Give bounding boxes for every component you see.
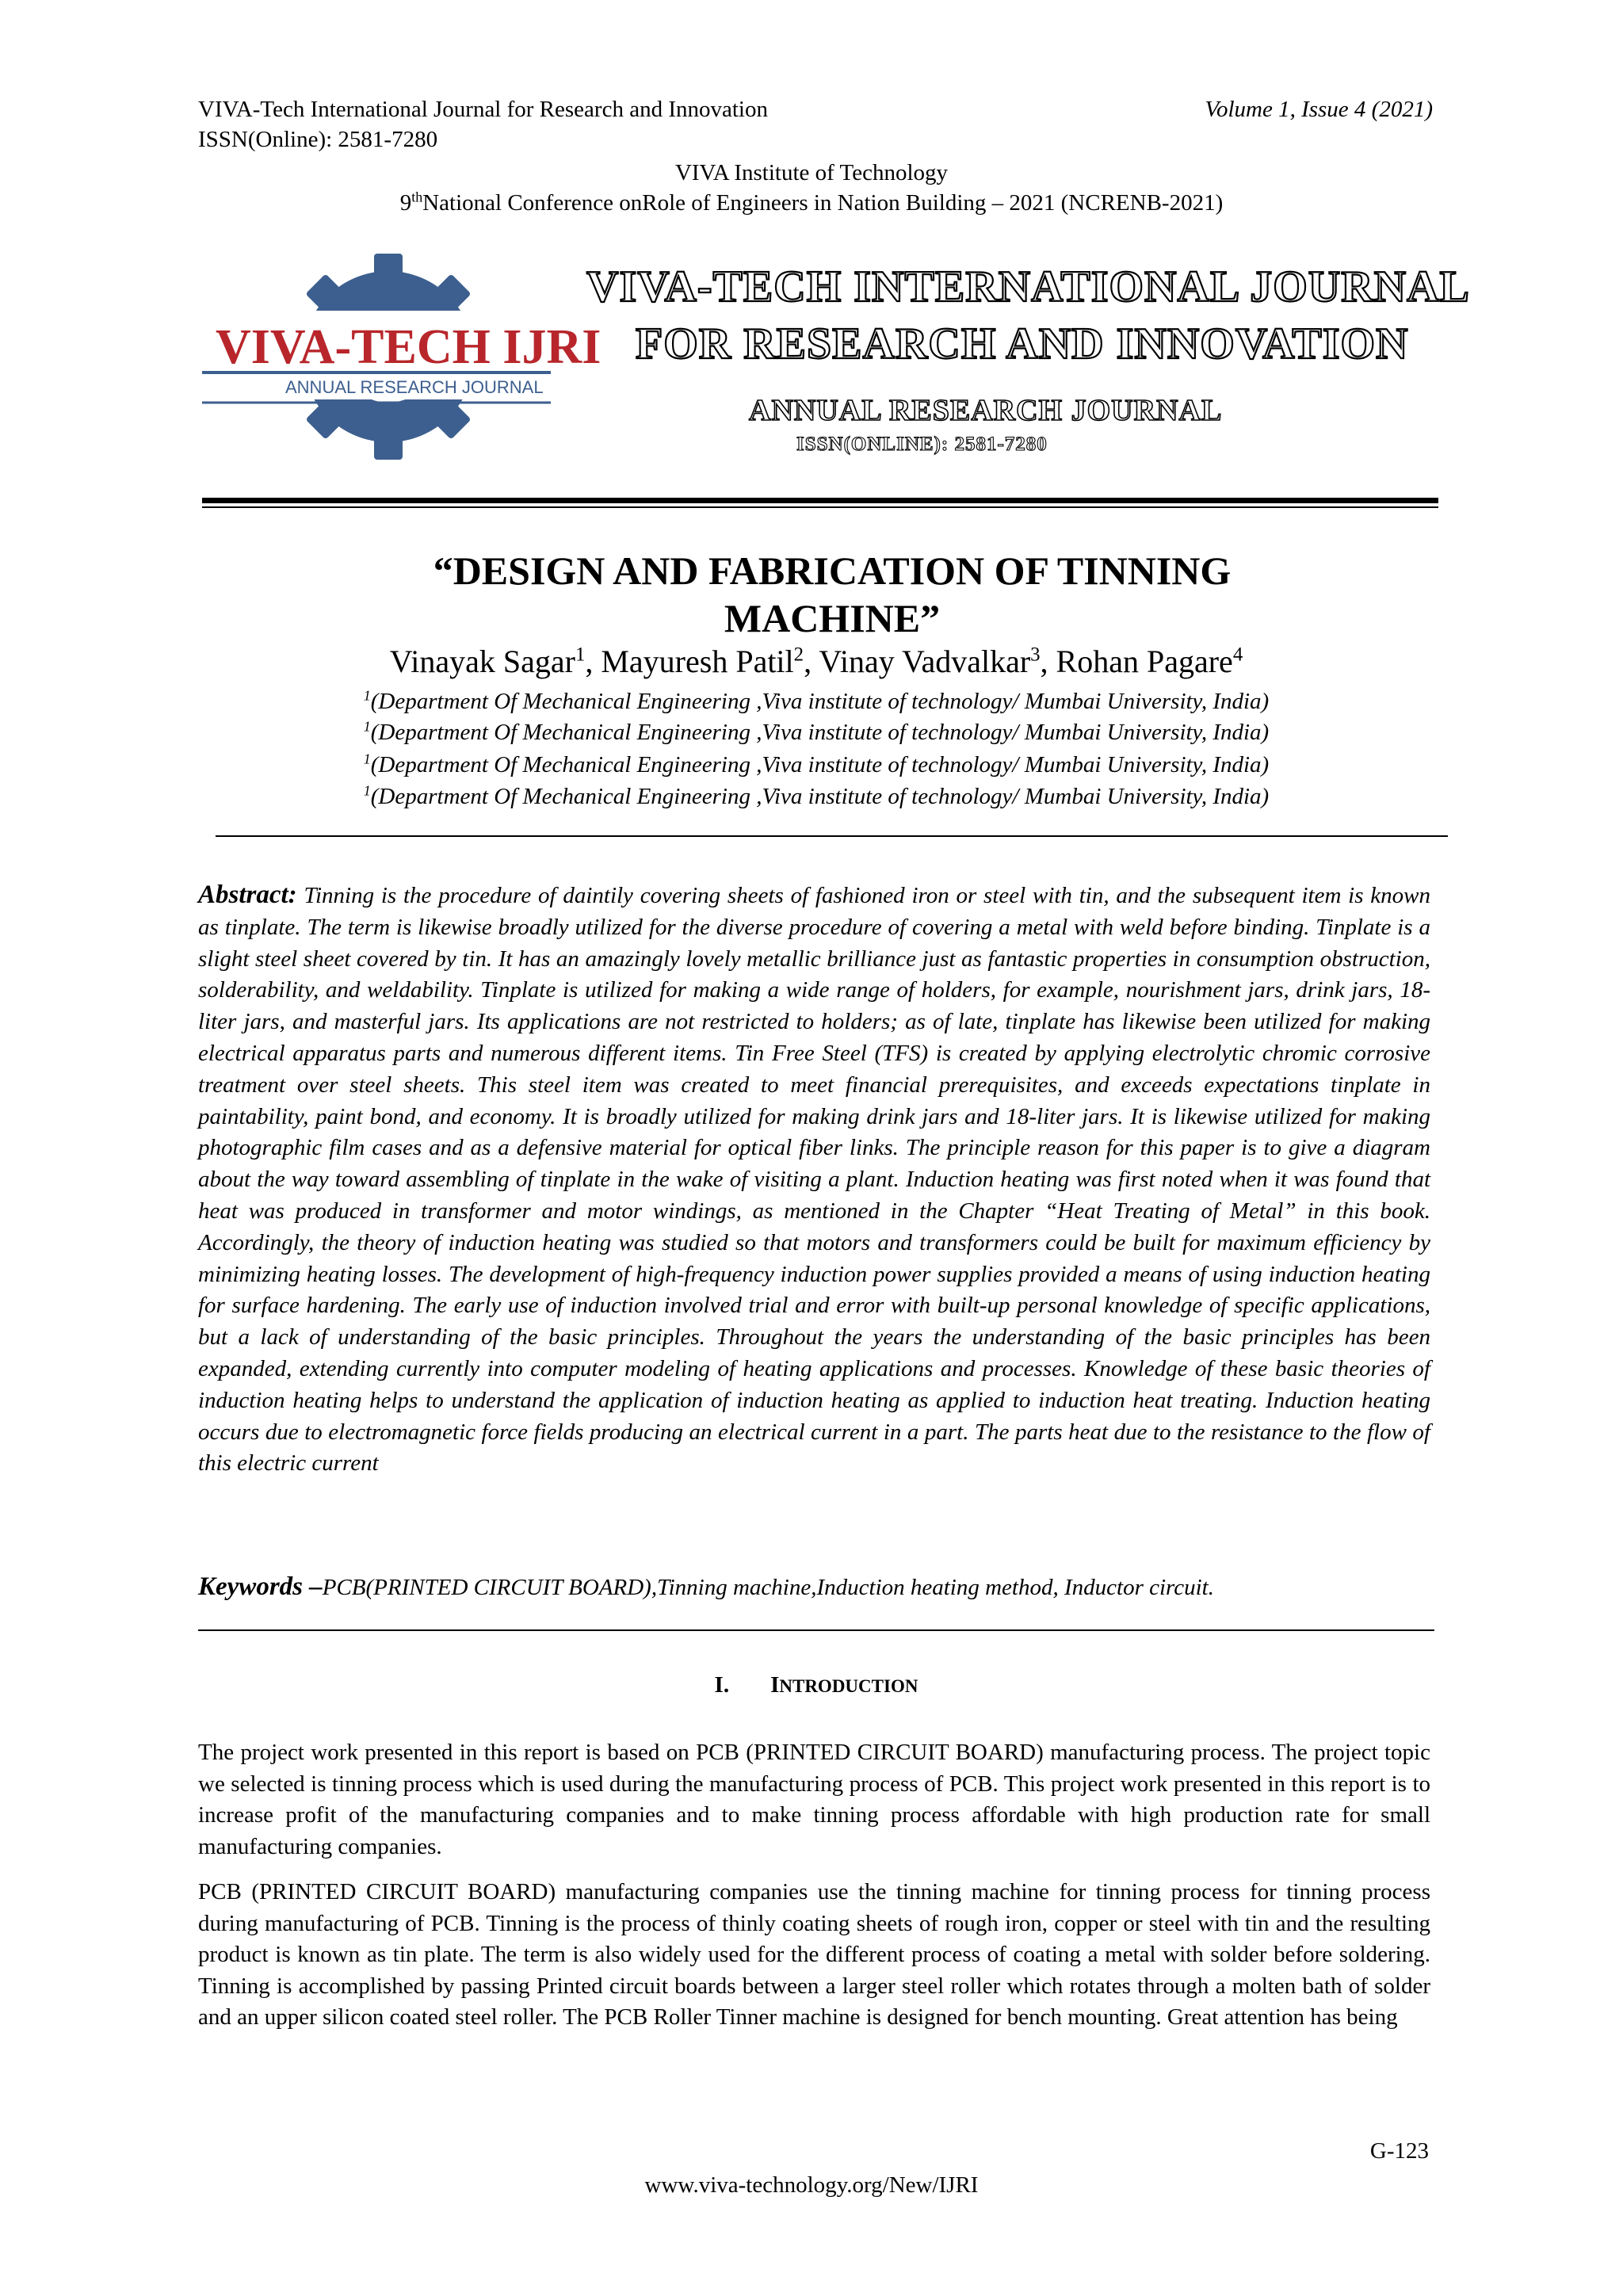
conference-ordinal: 9 xyxy=(399,190,412,216)
badge-text: VIVA-TECH IJRI xyxy=(216,320,601,374)
paper-title xyxy=(198,547,1466,642)
affiliation: $^1$(Department Of Mechanical Engineering ,Viva institute of technology/ Mumbai University, India) xyxy=(363,751,1270,777)
volume-issue: Volume 1, Issue 4 (2021) xyxy=(1205,97,1433,122)
abstract-label: Abstract: xyxy=(198,881,297,909)
affiliation: $^1$(Department Of Mechanical Engineering ,Viva institute of technology/ Mumbai University, India) xyxy=(363,718,1270,745)
author-name: Vinay Vadvalkar xyxy=(819,644,1031,679)
section-title-rest: NTRODUCTION xyxy=(779,1676,918,1696)
conference-line xyxy=(0,189,1623,217)
paper-title-line1: “DESIGN AND FABRICATION OF TINNING xyxy=(433,548,1232,593)
issn-line: ISSN(Online): 2581-7280 xyxy=(198,127,438,152)
banner-heading-line4: ISSN(ONLINE): 2581-7280 xyxy=(796,434,1048,455)
body-paragraph: PCB (PRINTED CIRCUIT BOARD) manufacturing companies use the tinning machine for tinning process for tinning process during manufacturing of PCB. Tinning is the process of thinly coating sheets of rough iron, copper or steel with tin and the resulting product is known as tin plate. The term is also widely used for the different process of coating a metal with solder before soldering. Tinning is accomplished by passing Printed circuit boards between a larger steel roller which rotates through a molten bath of solder and an upper silicon coated steel roller. The PCB Roller Tinner machine is designed for bench mounting. Great attention has being xyxy=(198,1879,1430,2030)
author-affil-mark: 2 xyxy=(793,644,804,666)
conference-name: National Conference onRole of Engineers in Nation Building – 2021 (NCRENB-2021) xyxy=(422,190,1224,216)
gear-logo-icon xyxy=(198,254,1470,460)
journal-banner-logo xyxy=(198,254,1470,460)
paper-title-line2: MACHINE” xyxy=(724,596,941,640)
journal-name: VIVA-Tech International Journal for Research and Innovation xyxy=(198,97,768,122)
author-affil-mark: 4 xyxy=(1232,644,1243,666)
footer-url: www.viva-technology.org/New/IJRI xyxy=(644,2172,979,2198)
keywords-label: Keywords – xyxy=(198,1572,323,1601)
banner-heading-line2: FOR RESEARCH AND INNOVATION xyxy=(636,319,1409,369)
keywords xyxy=(198,1571,1434,1603)
body-paragraph: The project work presented in this report is based on PCB (PRINTED CIRCUIT BOARD) manufacturing process. The project topic we selected is tinning process which is used during the manufacturing process of PCB. This project work presented in this report is to increase profit of the manufacturing companies and to make tinning process affordable with high production rate for small manufacturing companies. xyxy=(198,1740,1430,1859)
section-heading xyxy=(198,1672,1434,1698)
affiliation: $^1$(Department Of Mechanical Engineering ,Viva institute of technology/ Mumbai University, India) xyxy=(363,782,1270,809)
section-number: I. xyxy=(714,1672,730,1698)
header-rule-thick xyxy=(202,498,1438,503)
banner-heading-line3: ANNUAL RESEARCH JOURNAL xyxy=(749,394,1223,427)
affiliation-divider xyxy=(216,835,1448,837)
keywords-divider xyxy=(198,1629,1434,1631)
badge-subtext: ANNUAL RESEARCH JOURNAL xyxy=(285,377,544,397)
banner-heading-line1: VIVA-TECH INTERNATIONAL JOURNAL xyxy=(586,262,1470,311)
header-rule-thin xyxy=(202,506,1438,508)
affiliation: $^1$(Department Of Mechanical Engineering ,Viva institute of technology/ Mumbai University, India) xyxy=(363,687,1270,714)
page-number: G-123 xyxy=(1369,2138,1429,2164)
author-list: Vinayak Sagar$^1$, Mayuresh Patil$^2$, Vinay Vadvalkar$^3$, Rohan Pagare$^4$ xyxy=(389,644,1243,679)
institute-line: VIVA Institute of Technology xyxy=(674,160,949,185)
author-name: Vinayak Sagar xyxy=(389,644,575,679)
author-affil-mark: 1 xyxy=(575,644,586,666)
abstract xyxy=(198,880,1430,1480)
author-name: Mayuresh Patil xyxy=(601,644,794,679)
conference-ordinal-suffix: th xyxy=(411,189,423,205)
section-title-initial: I xyxy=(770,1672,780,1698)
author-name: Rohan Pagare xyxy=(1056,644,1233,679)
keywords-text: PCB(PRINTED CIRCUIT BOARD),Tinning machine,Induction heating method, Inductor circuit. xyxy=(322,1575,1214,1600)
abstract-text: Tinning is the procedure of daintily covering sheets of fashioned iron or steel with tin, and the subsequent item is known as tinplate. The term is likewise broadly utilized for the diverse procedure of covering a metal with weld before binding. Tinplate is a slight steel sheet covered by tin. It has an amazingly lovely metallic brilliance just as fantastic properties in consumption obstruction, solderability, and weldability. Tinplate is utilized for making a wide range of holders, for example, nourishment jars, drink jars, 18-liter jars, and masterful jars. Its applications are not restricted to holders; as of late, tinplate has likewise been utilized for making electrical apparatus parts and numerous different items. Tin Free Steel (TFS) is created by applying electrolytic chromic corrosive treatment over steel sheets. This steel item was created to meet financial prerequisites, and exceeds expectations tinplate in paintability, paint bond, and economy. It is broadly utilized for making drink jars and 18-liter jars. It is likewise utilized for making photographic film cases and as a defensive material for optical fiber links. The principle reason for this paper is to give a diagram about the way toward assembling of tinplate in the wake of visiting a plant. Induction heating was first noted when it was found that heat was produced in transformer and motor windings, as mentioned in the Chapter “Heat Treating of Metal” in this book. Accordingly, the theory of induction heating was studied so that motors and transformers could be built for maximum efficiency by minimizing heating losses. The development of high-frequency induction power supplies provided a means of using induction heating for surface hardening. The early use of induction involved trial and error with built-up personal knowledge of specific applications, but a lack of understanding of the basic principles. Throughout the years the understanding of the basic principles has been expanded, extending currently into computer modeling of heating applications and processes. Knowledge of these basic theories of induction heating helps to understand the application of induction heating as applied to induction heat treating. Induction heating occurs due to electromagnetic force fields producing an electrical current in a part. The parts heat due to the resistance to the flow of this electric current xyxy=(198,883,1430,1477)
author-affil-mark: 3 xyxy=(1030,644,1041,666)
